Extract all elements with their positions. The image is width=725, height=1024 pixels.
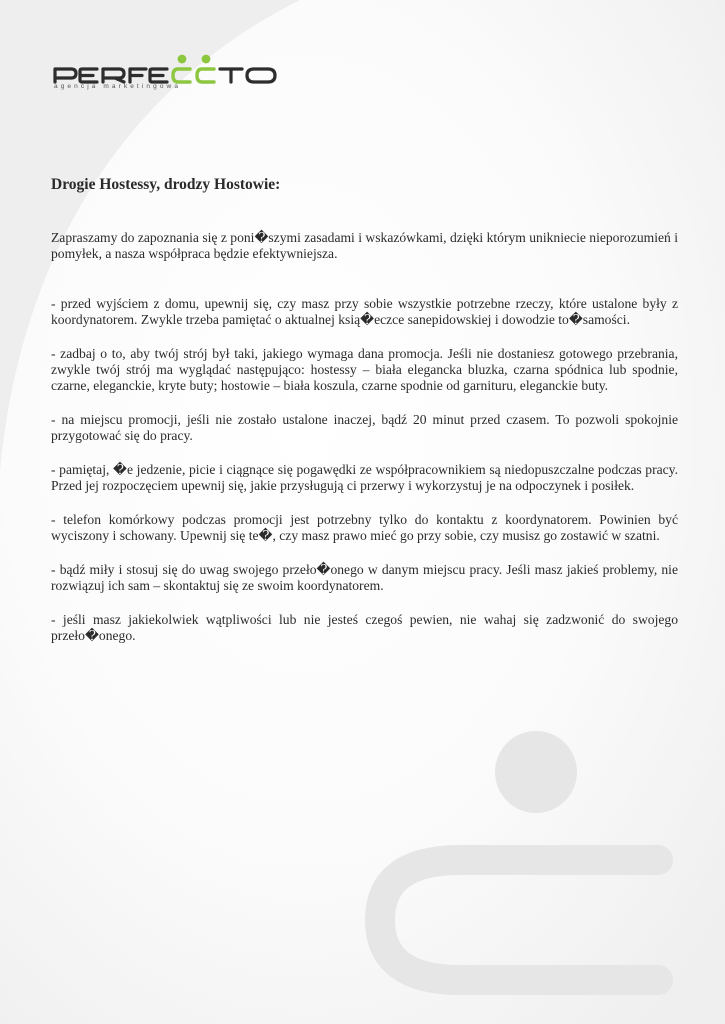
- rule-supervisor: - bądź miły i stosuj się do uwag swojego przeło�onego w danym miejscu pracy. Jeśli masz jakieś problemy, nie rozwiązuj ich sam – skontaktuj się ze swoim koordynatorem.: [51, 562, 678, 593]
- letter-greeting: Drogie Hostessy, drodzy Hostowie:: [51, 176, 281, 193]
- logo-watermark: [360, 730, 680, 1000]
- rule-behavior: - pamiętaj, �e jedzenie, picie i ciągnące się pogawędki ze współpracownikiem są niedopuszczalne podczas pracy. Przed jej rozpoczęciem upewnij się, jakie przysługują ci przerwy i wykorzystuj je na odpoczynek i posiłek.: [51, 462, 678, 493]
- rule-documents: - przed wyjściem z domu, upewnij się, czy masz przy sobie wszystkie potrzebne rzeczy, które ustalone były z koordynatorem. Zwykle trzeba pamiętać o aktualnej ksią�eczce sanepidowskiej i dowodzie to�samości.: [51, 296, 678, 327]
- rule-phone: - telefon komórkowy podczas promocji jest potrzebny tylko do kontaktu z koordynatorem. Powinien być wyciszony i schowany. Upewnij się te�, czy masz prawo mieć go przy sobie, czy musisz go zostawić w szatni.: [51, 512, 678, 543]
- rule-dress-code: - zadbaj o to, aby twój strój był taki, jakiego wymaga dana promocja. Jeśli nie dostaniesz gotowego przebrania, zwykle twój strój ma wyglądać następująco: hostessy – biała elegancka bluzka, czarna spódnica lub spodnie, czarne, eleganckie, kryte buty; hostowie – biała koszula, czarne spodnie od garnituru, eleganckie buty.: [51, 346, 678, 393]
- letter-body: [51, 176, 678, 662]
- rule-arrival-time: - na miejscu promocji, jeśli nie zostało ustalone inaczej, bądź 20 minut przed czasem. To pozwoli spokojnie przygotować się do pracy.: [51, 412, 678, 443]
- rule-doubts: - jeśli masz jakiekolwiek wątpliwości lub nie jesteś czegoś pewien, nie wahaj się zadzwonić do swojego przeło�onego.: [51, 612, 678, 643]
- intro-paragraph: Zapraszamy do zapoznania się z poni�szymi zasadami i wskazówkami, dzięki którym unikniecie nieporozumień i pomyłek, a nasza współpraca będzie efektywniejsza.: [51, 230, 678, 261]
- logo-tagline: agencja marketingowa: [54, 83, 182, 90]
